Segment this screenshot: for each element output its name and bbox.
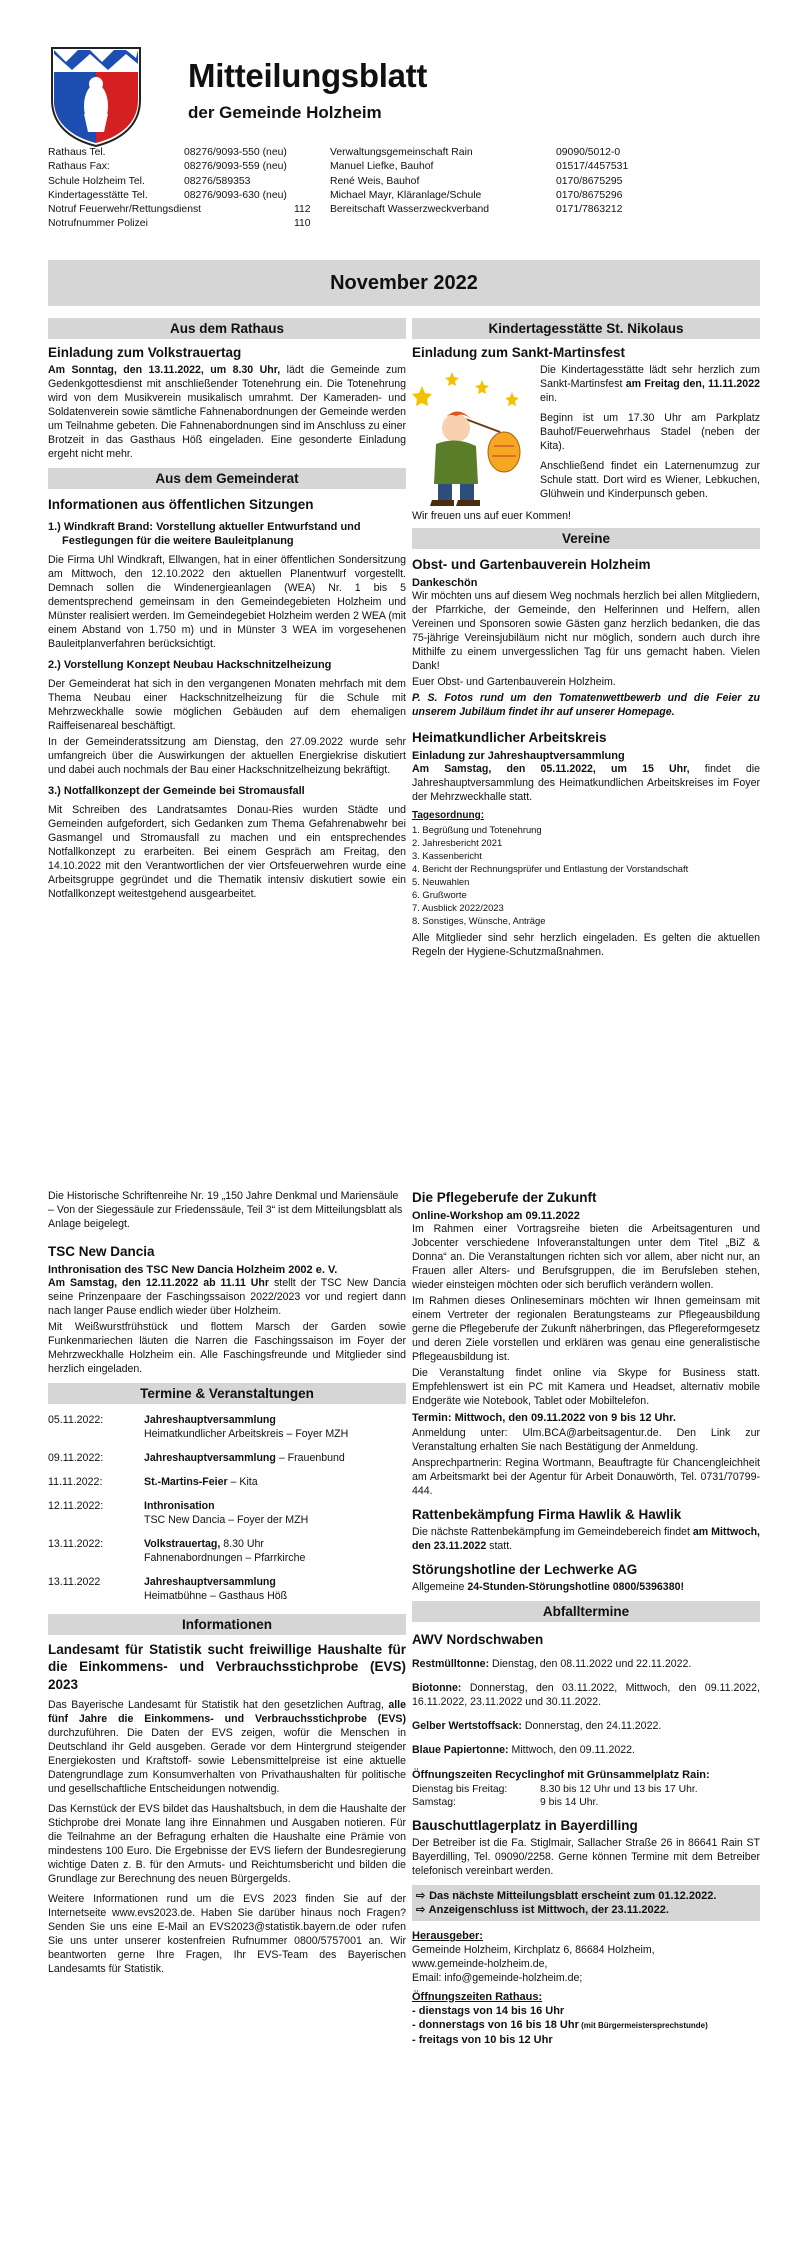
waste-date: Restmülltonne: Dienstag, den 08.11.2022 und 22.11.2022.	[412, 1658, 692, 1671]
article-text: Wir freuen uns auf euer Kommen!	[412, 509, 571, 522]
article-text: Anschließend findet ein Laternenumzug zur Schule statt. Dort wird es Wiener, Lebkuchen, Glühwein und Kinderpunsch geben.	[540, 459, 760, 500]
article-text: Das Bayerische Landesamt für Statistik hat den gesetzlichen Auftrag, alle fünf Jahre die Einkommens- und Verbrauchsstichprobe (EVS) durchzuführen. Die Daten der EVS zeigen, wofür die Menschen in Deutschland ihr Geld ausgeben. Gerade vor dem Hintergrund steigender Energiekosten und Kraftstoff- sowie Lebensmittelpreise ist eine aktuelle Datengrundlage zum Konsumverhalten von Privathaushalten für politische und gesellschaftliche Entscheidungen notwendig.	[48, 1699, 406, 1795]
article-text: Am Sonntag, den 13.11.2022, um 8.30 Uhr, lädt die Gemeinde zum Gedenkgottesdienst mit anschließender Totenehrung ein. Die Totenehrung wird von dem Musikverein musikalisch umrahmt. Der Kameraden- und Soldatenverein sowie sämtliche Fahnenabordnungen der Gemeinde werden um Teilnahme gebeten. Die Fahnenabordnungen sind im Anschluss zu einer Brotzeit in das Gasthaus Höß eingeladen. Eine gesonderte Einladung ergeht nicht mehr.	[48, 363, 406, 460]
article-text: Der Betreiber ist die Fa. Stiglmair, Sallacher Straße 26 in 86641 Rain ST Bayerdilling, Tel. 09090/2258. Gerne können Termine mit dem Betreiber telefonisch vereinbart werden.	[412, 1836, 760, 1877]
agenda-title: Tagesordnung:	[412, 809, 485, 821]
waste-date: Blaue Papiertonne: Mittwoch, den 09.11.2022.	[412, 1744, 635, 1757]
article-text: Am Samstag, den 12.11.2022 ab 11.11 Uhr stellt der TSC New Dancia seine Prinzenpaare der Faschingssaison 2022/2023 vor und regiert dann nach langer Pause endlich wieder über Holzheim.	[48, 1277, 406, 1318]
contact-row: Verwaltungsgemeinschaft Rain 09090/5012-0	[330, 147, 621, 158]
contacts-right	[330, 146, 770, 217]
town-hall-hours: Öffnungszeiten Rathaus: - dienstags von 14 bis 16 Uhr - donnerstags von 16 bis 18 Uhr (mit Bürgermeistersprechstunde) - freitags von 10 bis 12 Uhr	[412, 1990, 708, 2046]
article-text: Allgemeine 24-Stunden-Störungshotline 0800/5396380!	[412, 1580, 685, 1593]
article-text: Euer Obst- und Gartenbauverein Holzheim.	[412, 675, 616, 688]
article-text: Die Firma Uhl Windkraft, Ellwangen, hat in einer öffentlichen Sondersitzung am Mittwoch, den 12.10.2022 den aktuellen Planentwurf vorgestellt. Demnach sollen die Windenergieanlagen (WEA) Nr. 1 bis 5 dementsprechend gemeinsam in den Gemeindegebieten Holzheim und Münster realisiert werden. Im Gemeindegebiet Holzheim werden 2 WEA (mit einem Abstand von 1.750 m) und in Münster 3 WEA im vorgesehenen Bauleitplanverfahren berücksichtigt.	[48, 554, 406, 650]
article-text: Ansprechpartnerin: Regina Wortmann, Beauftragte für Chancengleichheit am Arbeitsmarkt bei der Agentur für Arbeit Donauwörth, Tel. 0731/70799-444.	[412, 1457, 760, 1497]
contact-row: Rathaus Tel. 08276/9093-550 (neu)	[48, 147, 287, 158]
contacts-left	[48, 146, 338, 232]
article-subtitle: Online-Workshop am 09.11.2022	[412, 1209, 580, 1222]
article-title: Bauschuttlagerplatz in Bayerdilling	[412, 1818, 638, 1834]
agenda-list	[412, 824, 760, 928]
events-list	[48, 1414, 406, 1604]
article-title: Landesamt für Statistik sucht freiwillige Haushalte für die Einkommens- und Verbrauchsstichprobe (EVS) 2023	[48, 1641, 406, 1692]
waste-date: Biotonne: Donnerstag, den 03.11.2022, Mittwoch, den 09.11.2022, 16.11.2022, 23.11.2022 und 30.11.2022.	[412, 1682, 760, 1709]
agenda-item: 8. Sonstiges, Wünsche, Anträge	[412, 914, 546, 926]
article-title: Obst- und Gartenbauverein Holzheim	[412, 556, 651, 572]
waste-date: Gelber Wertstoffsack: Donnerstag, den 24.11.2022.	[412, 1720, 662, 1733]
article-title: Die Pflegeberufe der Zukunft	[412, 1190, 597, 1205]
section-bar-gemeinderat: Aus dem Gemeinderat	[48, 468, 406, 489]
agenda-item: 2. Jahresbericht 2021	[412, 836, 503, 848]
article-title: Einladung zum Volkstrauertag	[48, 345, 242, 360]
right-column-top	[412, 318, 760, 962]
article-text: Mit Schreiben des Landratsamtes Donau-Ries wurden Städte und Gemeinden aufgefordert, sich Gedanken zum Thema Gefahrenabwehr bei Gasmangel und Stromausfall zu machen und ein entsprechendes Notfallkonzept zu erarbeiten. Bei einem Gespräch am Freitag, den 14.10.2022 mit den Verantwortlichen der vier Ortsfeuerwehren wurde eine Arbeitsgruppe gegründet und die Thematik intensiv diskutiert sowie ein Notfallkonzept weitestgehend ausgearbeitet.	[48, 804, 406, 901]
contact-row: Notruf Feuerwehr/Rettungsdienst 112	[48, 204, 311, 216]
municipal-crest-logo	[48, 44, 144, 148]
article-text: Wir möchten uns auf diesem Weg nochmals herzlich bei allen Mitgliedern, der Pfarrkiche, der Gemeinde, den Helferinnen und Helfern, allen Vereinen und Sponsoren sowie Gästen ganz herzlich bedanken, die das 75-jährige Vereinsjubiläum nicht nur möglich, sondern auch durch ihre Mithilfe zu einem unvergesslichen Tag für uns gemacht haben. Vielen Dank!	[412, 590, 760, 672]
left-column-bottom	[48, 1190, 406, 1979]
children-with-lanterns-illustration	[412, 366, 530, 506]
article-title: Einladung zum Sankt-Martinsfest	[412, 345, 626, 360]
publisher-info: Herausgeber: Gemeinde Holzheim, Kirchplatz 6, 86684 Holzheim, www.gemeinde-holzheim.de, Email: info@gemeinde-holzheim.de;	[412, 1930, 655, 1984]
section-bar-termine: Termine & Veranstaltungen	[48, 1383, 406, 1404]
event-row: 05.11.2022: Jahreshauptversammlung Heimatkundlicher Arbeitskreis – Foyer MZH	[48, 1413, 349, 1440]
article-text: Der Gemeinderat hat sich in den vergangenen Monaten mehrfach mit dem Thema Neubau einer Hackschnitzelheizung für die Schule mit Mehrzweckhalle sowie möglichen Gebäuden auf dem ehemaligen Raiffeisenareal beschäftigt.	[48, 678, 406, 733]
masthead-subtitle: der Gemeinde Holzheim	[188, 103, 382, 122]
schriftenreihe-note: Die Historische Schriftenreihe Nr. 19 „150 Jahre Denkmal und Mariensäule – Von der Siegessäule zur Friedenssäule, Teil 3“ ist dem Mitteilungsblatt als Anlage beigelegt.	[48, 1190, 403, 1230]
section-bar-rathaus: Aus dem Rathaus	[48, 318, 406, 339]
next-issue-box: ⇨ Das nächste Mitteilungsblatt erscheint zum 01.12.2022. ⇨ Anzeigenschluss ist Mittwoch, der 23.11.2022.	[412, 1885, 760, 1922]
agenda-item: 3. Kassenbericht	[412, 849, 482, 861]
agenda-item: 6. Grußworte	[412, 888, 467, 900]
agenda-item: 7. Ausblick 2022/2023	[412, 901, 504, 913]
arrow-right-icon: ⇨	[416, 1889, 426, 1902]
agenda-item: 1. Begrüßung und Totenehrung	[412, 823, 542, 835]
article-subtitle: Einladung zur Jahreshauptversammlung	[412, 749, 625, 762]
item-heading: 1.) Windkraft Brand: Vorstellung aktueller Entwurfstand und Festlegungen für die weitere Bauleitplanung	[48, 520, 361, 547]
article-termin: Termin: Mittwoch, den 09.11.2022 von 9 bis 12 Uhr.	[412, 1411, 676, 1424]
event-row: 12.11.2022: Inthronisation TSC New Dancia – Foyer der MZH	[48, 1499, 309, 1526]
contact-row: Michael Mayr, Kläranlage/Schule 0170/8675296	[330, 189, 623, 201]
article-text: Weitere Informationen rund um die EVS 2023 finden Sie auf der Internetseite www.evs2023.de. Haben Sie darüber hinaus noch Fragen? Senden Sie uns eine E-Mail an EVS2023@statistik.bayern.de oder rufen Sie uns unter unserer kostenfreien Rufnummer 0800/5757001 an. Wir beantworten gerne Ihre Fragen, Ihr EVS-Team des Bayerischen Landesamts für Statistik.	[48, 1892, 406, 1975]
article-title: Informationen aus öffentlichen Sitzungen	[48, 496, 314, 512]
article-subtitle: Dankeschön	[412, 576, 478, 589]
article-title: Heimatkundlicher Arbeitskreis	[412, 729, 607, 745]
article-text: Die Kindertagesstätte lädt sehr herzlich zum Sankt-Martinsfest am Freitag den, 11.11.2022 ein.	[540, 363, 760, 404]
item-heading: 3.) Notfallkonzept der Gemeinde bei Stromausfall	[48, 784, 305, 797]
article-text: Anmeldung unter: Ulm.BCA@arbeitsagentur.de. Den Link zur Veranstaltung erhalten Sie nach Bestätigung der Anmeldung.	[412, 1427, 760, 1454]
event-row: 13.11.2022: Volkstrauertag, 8.30 Uhr Fahnenabordnungen – Pfarrkirche	[48, 1537, 306, 1564]
article-text: Das Kernstück der EVS bildet das Haushaltsbuch, in dem die Haushalte der Stichprobe drei Monate lang ihre Einnahmen und Ausgaben notieren. Für die Teilnahme an der Befragung erhalten die Haushalte eine Prämie von mindestens 100 Euro. Die Ergebnisse der EVS liefern der Bundesregierung wichtige Daten z. B. für den Armuts- und Reichtumsbericht und bilden die Grundlage zur Berechnung des neuen Bürgergelds.	[48, 1802, 406, 1885]
article-postscript: P. S. Fotos rund um den Tomatenwettbewerb und die Feier zu unserem Jubiläum findet ihr auf unserer Homepage.	[412, 691, 760, 718]
masthead-title: Mitteilungsblatt	[188, 57, 428, 94]
contact-row: Manuel Liefke, Bauhof 01517/4457531	[330, 161, 629, 173]
recycling-hours-title: Öffnungszeiten Recyclinghof mit Grünsammelplatz Rain:	[412, 1769, 710, 1782]
article-text: Mit Weißwurstfrühstück und flottem Marsch der Garden sowie Funkenmariechen läuten die Narren die Faschingssaison im Foyer der Mehrzweckhalle Holzheim ein. Alle Faschingsfreunde und Mitglieder sind herzlich eingeladen.	[48, 1320, 406, 1375]
right-column-bottom	[412, 1190, 760, 2047]
event-row: 11.11.2022: St.-Martins-Feier – Kita	[48, 1475, 258, 1488]
section-bar-abfall: Abfalltermine	[412, 1601, 760, 1622]
article-title: Störungshotline der Lechwerke AG	[412, 1561, 638, 1577]
article-text: Am Samstag, den 05.11.2022, um 15 Uhr, findet die Jahreshauptversammlung des Heimatkundlichen Arbeitskreises im Foyer der Mehrzweckhalle statt.	[412, 762, 760, 803]
item-heading: 2.) Vorstellung Konzept Neubau Hackschnitzelheizung	[48, 658, 332, 671]
article-subtitle: Inthronisation des TSC New Dancia Holzheim 2002 e. V.	[48, 1263, 338, 1276]
contact-row: René Weis, Bauhof 0170/8675295	[330, 175, 623, 187]
article-text: Alle Mitglieder sind sehr herzlich eingeladen. Es gelten die aktuellen Regeln der Hygiene-Schutzmaßnahmen.	[412, 931, 760, 958]
article-title: Rattenbekämpfung Firma Hawlik & Hawlik	[412, 1506, 682, 1522]
contact-row: Notrufnummer Polizei 110	[48, 218, 311, 230]
issue-month-banner: November 2022	[48, 260, 760, 306]
article-text: Die Veranstaltung findet online via Skype for Business statt. Empfehlenswert ist ein PC mit Kamera und Headset, alternativ mobile Endgeräte wie Notebook, Tablet oder Mobiltelefon.	[412, 1366, 760, 1407]
article-text: Im Rahmen dieses Onlineseminars möchten wir Ihnen gemeinsam mit einem Vertreter der regionalen Beratungsteams zur Pflegeausbildung gerne die Pflegeberufe der Zukunft näherbringen, das Pflegereformgesetz und deren Ziele vorstellen und erklären was genau eine generalistische Pflegeausbildung ist.	[412, 1295, 760, 1363]
section-bar-kita: Kindertagesstätte St. Nikolaus	[412, 318, 760, 339]
article-text: Beginn ist um 17.30 Uhr am Parkplatz Bauhof/Feuerwehrhaus Stadel (neben der Kita).	[540, 411, 760, 452]
contact-row: Schule Holzheim Tel. 08276/589353	[48, 175, 251, 187]
arrow-right-icon: ⇨	[416, 1904, 426, 1917]
contact-row: Rathaus Fax: 08276/9093-559 (neu)	[48, 161, 287, 173]
contact-row: Kindertagesstätte Tel. 08276/9093-630 (neu)	[48, 189, 287, 201]
event-row: 09.11.2022: Jahreshauptversammlung – Frauenbund	[48, 1451, 345, 1464]
article-text: Im Rahmen einer Vortragsreihe bieten die Arbeitsagenturen und Jobcenter verschiedene Infoveranstaltungen unter dem Titel „BiZ & Donna“ an. Die Veranstaltungen richten sich vor allem, aber nicht nur, an Frauen aller Alters- und Berufsgruppen, die im Berufsleben stehen, wieder einsteigen möchten oder sich beruflich verändern wollen.	[412, 1223, 760, 1292]
agenda-item: 4. Bericht der Rechnungsprüfer und Entlastung der Vorstandschaft	[412, 862, 689, 874]
left-column-top	[48, 318, 406, 904]
event-row: 13.11.2022 Jahreshauptversammlung Heimatbühne – Gasthaus Höß	[48, 1575, 288, 1602]
agenda-item: 5. Neuwahlen	[412, 875, 470, 887]
contact-row: Bereitschaft Wasserzweckverband 0171/7863212	[330, 204, 623, 216]
section-bar-informationen: Informationen	[48, 1614, 406, 1635]
section-bar-vereine: Vereine	[412, 528, 760, 549]
recycling-hours: Dienstag bis Freitag: 8.30 bis 12 Uhr und 13 bis 17 Uhr. Samstag: 9 bis 14 Uhr.	[412, 1783, 698, 1809]
article-text: In der Gemeinderatssitzung am Dienstag, den 27.09.2022 wurde sehr umfangreich über die Auswirkungen der aktuellen Energiekrise diskutiert und dabei auch nochmals der Bau einer Hackschnitzelheizung bekräftigt.	[48, 736, 406, 777]
article-text: Die nächste Rattenbekämpfung im Gemeindebereich findet am Mittwoch, den 23.11.2022 statt.	[412, 1525, 761, 1552]
article-title: AWV Nordschwaben	[412, 1631, 544, 1647]
article-title: TSC New Dancia	[48, 1243, 155, 1259]
